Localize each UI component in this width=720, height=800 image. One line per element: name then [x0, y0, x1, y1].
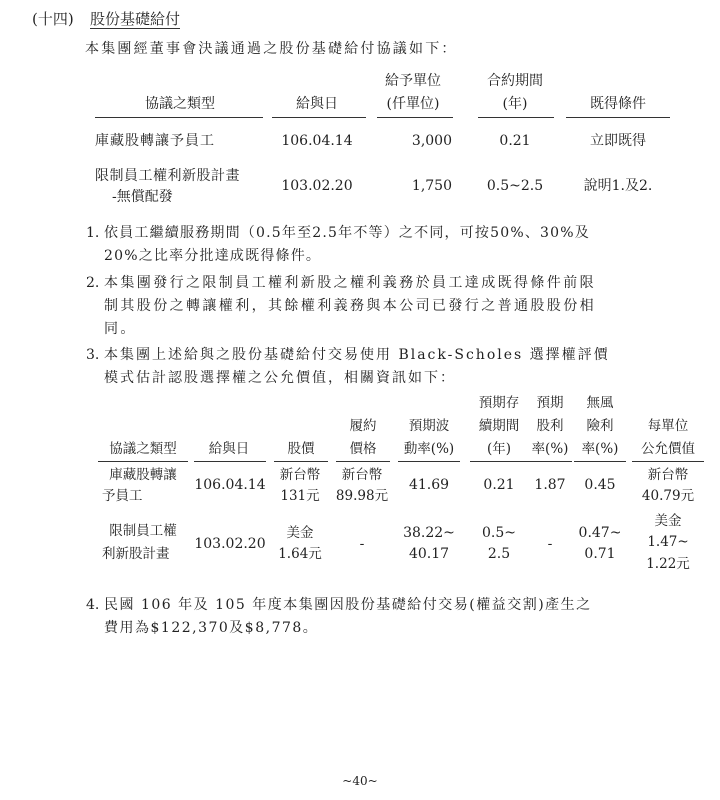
note-1-line-2: 20%之比率分批達成既得條件。 — [104, 248, 322, 264]
t2-header-life-1: 預期存 — [478, 395, 520, 411]
t2-row2-div: - — [547, 536, 553, 552]
t2-header-rf-1: 無風 — [586, 395, 614, 411]
note-1-line-1: 依員工繼續服務期間（0.5年至2.5年不等）之不同，可按50%、30%及 — [104, 225, 590, 241]
t2-row2-type-1: 限制員工權 — [109, 523, 177, 539]
t2-row1-exercise-1: 新台幣 — [341, 467, 383, 483]
t1-row2-type-2: -無償配發 — [112, 189, 173, 205]
t2-row2-price-2: 1.64元 — [278, 546, 322, 562]
t2-row2-exercise: - — [359, 536, 365, 552]
note-4-line-1: 民國 106 年及 105 年度本集團因股份基礎給付交易(權益交割)產生之 — [104, 597, 592, 613]
t2-header-rf-2: 險利 — [586, 418, 614, 434]
t2-header-rf-3: 率(%) — [581, 441, 619, 457]
t1-row2-grant-date: 103.02.20 — [281, 178, 353, 194]
t2-row1-vol: 41.69 — [408, 477, 450, 493]
t2-header-type: 協議之類型 — [109, 441, 177, 457]
note-2-line-3: 同。 — [104, 321, 137, 337]
note-3-line-1: 本集團上述給與之股份基礎給付交易使用 Black-Scholes 選擇權評價 — [104, 347, 610, 363]
t1-row2-vesting: 說明1.及2. — [583, 178, 653, 194]
t2-row2-life-1: 0.5~ — [482, 525, 516, 541]
note-4-number: 4. — [86, 597, 100, 613]
t2-row2-fv-3: 1.22元 — [646, 556, 690, 572]
t2-row2-fv-1: 美金 — [654, 513, 682, 529]
note-3-line-2: 模式估計認股選擇權之公允價值，相關資訊如下： — [104, 370, 456, 386]
t1-header-vesting: 既得條件 — [590, 96, 646, 112]
t2-row1-grant-date: 106.04.14 — [194, 477, 266, 493]
t2-row1-type-1: 庫藏股轉讓 — [109, 467, 177, 483]
t2-header-life-3: (年) — [486, 441, 512, 457]
t1-header-units-1: 給予單位 — [385, 73, 441, 89]
t2-row1-div: 1.87 — [534, 477, 566, 493]
t2-row1-rf: 0.45 — [584, 477, 616, 493]
t2-row2-life-2: 2.5 — [487, 546, 511, 562]
intro-text: 本集團經董事會決議通過之股份基礎給付協議如下： — [85, 41, 458, 57]
t2-header-vol-2: 動率(%) — [403, 441, 455, 457]
t2-header-grant-date: 給與日 — [208, 441, 250, 457]
section-title: 股份基礎給付 — [90, 10, 181, 28]
page-number: ~40~ — [342, 774, 378, 788]
t1-row1-term: 0.21 — [499, 133, 531, 149]
t2-row1-exercise-2: 89.98元 — [335, 488, 389, 504]
t2-header-div-3: 率(%) — [531, 441, 569, 457]
section-number: (十四) — [32, 10, 74, 28]
t2-header-exercise-2: 價格 — [349, 441, 377, 457]
t1-row2-term: 0.5~2.5 — [486, 178, 544, 194]
note-2-number: 2. — [86, 275, 100, 291]
t1-row1-vesting: 立即既得 — [590, 133, 646, 149]
t2-header-price: 股價 — [287, 441, 315, 457]
t2-header-fv-2: 公允價值 — [641, 441, 695, 457]
note-2-line-1: 本集團發行之限制員工權利新股之權利義務於員工達成既得條件前限 — [104, 275, 596, 291]
t2-header-vol-1: 預期波 — [408, 418, 450, 434]
note-3-number: 3. — [86, 347, 100, 363]
t2-row2-fv-2: 1.47~ — [647, 534, 689, 550]
t2-row2-grant-date: 103.02.20 — [194, 536, 266, 552]
t2-row2-rf-2: 0.71 — [584, 546, 616, 562]
t2-row2-rf-1: 0.47~ — [578, 525, 622, 541]
t1-row1-type: 庫藏股轉讓予員工 — [95, 133, 215, 149]
note-1-number: 1. — [86, 225, 100, 241]
t1-row1-units: 3,000 — [411, 133, 452, 149]
t1-header-units-2: (仟單位) — [386, 96, 440, 112]
t2-row1-price-2: 131元 — [280, 488, 320, 504]
t2-row1-fv-2: 40.79元 — [641, 488, 695, 504]
note-4-line-2: 費用為$122,370及$8,778。 — [104, 620, 319, 636]
t2-row2-price-1: 美金 — [286, 525, 314, 541]
t1-row2-units: 1,750 — [411, 178, 452, 194]
t2-header-div-1: 預期 — [536, 395, 564, 411]
t1-header-grant-date: 給與日 — [296, 96, 338, 112]
t1-header-type: 協議之類型 — [145, 96, 215, 112]
t2-row2-vol-2: 40.17 — [408, 546, 450, 562]
t1-header-term-1: 合約期間 — [487, 73, 543, 89]
t2-row2-type-2: 利新股計畫 — [102, 546, 170, 562]
t2-header-life-2: 續期間 — [478, 418, 520, 434]
note-2-line-2: 制其股份之轉讓權利，其餘權利義務與本公司已發行之普通股股份相 — [104, 298, 596, 314]
t1-row2-type-1: 限制員工權利新股計畫 — [95, 168, 240, 184]
t1-header-term-2: (年) — [502, 96, 528, 112]
t2-header-div-2: 股利 — [536, 418, 564, 434]
t2-row1-price-1: 新台幣 — [279, 467, 321, 483]
t2-header-exercise-1: 履約 — [349, 418, 377, 434]
t2-header-fv-1: 每單位 — [647, 418, 689, 434]
t2-row1-fv-1: 新台幣 — [647, 467, 689, 483]
t2-row1-type-2: 予員工 — [102, 488, 143, 504]
t2-row1-life: 0.21 — [483, 477, 515, 493]
t2-row2-vol-1: 38.22~ — [403, 525, 455, 541]
t1-row1-grant-date: 106.04.14 — [281, 133, 353, 149]
